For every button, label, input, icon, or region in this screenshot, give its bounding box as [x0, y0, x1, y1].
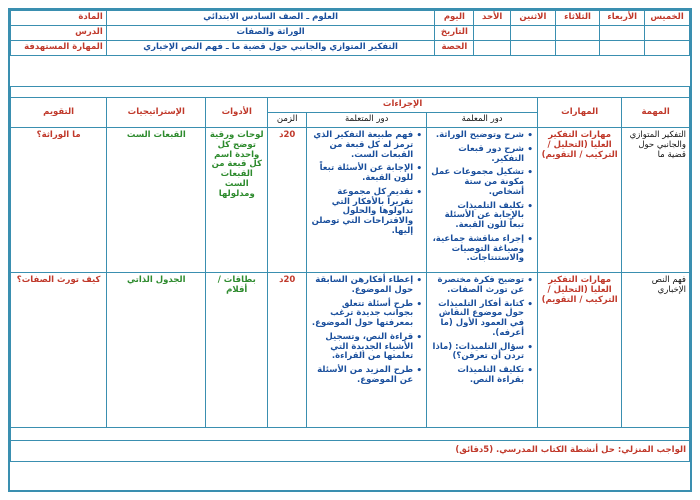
- homework: الواجب المنزلي: حل أنشطة الكتاب المدرسي. (5دقائق): [11, 441, 690, 462]
- col-time: الزمن: [268, 113, 307, 128]
- skill-value: التفكير المتوازي والجانبي حول قضية ما ـ فهم النص الإخباري: [106, 41, 435, 56]
- student-step: • قراءة النص، وتسجيل الأشياء الجديدة التي تعلمتها من القراءة.: [310, 333, 413, 362]
- lesson-value: الوراثة والصفات: [106, 26, 435, 41]
- day-thursday: الخميس: [645, 11, 690, 26]
- day-label: اليوم: [435, 11, 474, 26]
- col-task: المهمة: [622, 98, 690, 128]
- skill-label: المهارة المستهدفة: [11, 41, 107, 56]
- date-label: التاريخ: [435, 26, 474, 41]
- teacher-step: • شرح وتوضيح الوراثة.: [430, 131, 524, 141]
- plan-row: [11, 273, 690, 428]
- teacher-step: • سؤال التلميذات: (ماذا تردن أن تعرفن؟): [430, 343, 524, 363]
- day-sunday: الأحد: [474, 11, 511, 26]
- teacher-step: • إجراء مناقشة جماعية، وصياغة التوصيات والاستنتاجات.: [430, 235, 524, 264]
- col-student-role: دور المتعلمة: [307, 113, 427, 128]
- col-evaluation: التقويم: [11, 98, 107, 128]
- teacher-step: • شرح دور قبعات التفكير.: [430, 145, 524, 165]
- col-skills: المهارات: [538, 98, 622, 128]
- col-procedures: الإجراءات: [268, 98, 538, 113]
- time-cell: 20د: [268, 128, 307, 273]
- subject-value: العلوم ـ الصف السادس الابتدائي: [106, 11, 435, 26]
- student-role-cell: [307, 128, 427, 273]
- strategy-cell: الجدول الذاتي: [107, 273, 206, 428]
- time-cell: 20د: [268, 273, 307, 428]
- student-step: • الإجابة عن الأسئلة تبعاً للون القبعة.: [310, 164, 413, 184]
- teacher-step: • تكليف التلميذات بقراءة النص.: [430, 366, 524, 386]
- plan-row: [11, 128, 690, 273]
- col-tools: الأدوات: [206, 98, 268, 128]
- main-table: [10, 86, 690, 462]
- student-step: • طرح المزيد من الأسئلة عن الموضوع.: [310, 366, 413, 386]
- skills-cell: مهارات التفكير العليا (التحليل / التركيب / التقويم): [538, 273, 622, 428]
- student-role-cell: [307, 273, 427, 428]
- task-cell: التفكير المتوازي والجانبي حول قضية ما: [622, 128, 690, 273]
- subject-label: المادة: [11, 11, 107, 26]
- teacher-role-cell: [427, 128, 538, 273]
- evaluation-cell: ما الوراثة؟: [11, 128, 107, 273]
- col-strategies: الإستراتيجيات: [107, 98, 206, 128]
- evaluation-cell: كيف تورث الصفات؟: [11, 273, 107, 428]
- student-step: • فهم طبيعة التفكير الذي ترمز له كل قبعة من القبعات الست.: [310, 131, 413, 160]
- day-tuesday: الثلاثاء: [555, 11, 600, 26]
- day-monday: الاثنين: [511, 11, 556, 26]
- teacher-step: • توضيح فكرة مختصرة عن تورث الصفات.: [430, 276, 524, 296]
- teacher-role-cell: [427, 273, 538, 428]
- student-step: • طرح أسئلة تتعلق بجوانب جديدة ترغب بمعرفتها حول الموضوع.: [310, 300, 413, 329]
- skills-cell: مهارات التفكير العليا (التحليل / التركيب / التقويم): [538, 128, 622, 273]
- tools-cell: لوحات ورقية توضح كل واحدة اسم كل قبعة من القبعات الست ومدلولها: [206, 128, 268, 273]
- student-step: • تقديم كل مجموعة تقريراً بالأفكار التي تداولوها والحلول والاقتراحات التي توصلن إليها.: [310, 188, 413, 237]
- teacher-step: • كتابة أفكار التلميذات حول موضوع النقاش في العمود الأول (ما أعرفه).: [430, 300, 524, 339]
- task-cell: فهم النص الإخباري: [622, 273, 690, 428]
- lesson-label: الدرس: [11, 26, 107, 41]
- teacher-step: • تكليف التلميذات بالإجابة عن الأسئلة تبعاً للون القبعة.: [430, 202, 524, 231]
- period-label: الحصة: [435, 41, 474, 56]
- col-teacher-role: دور المعلمة: [427, 113, 538, 128]
- student-step: • إعطاء أفكارهن السابقة حول الموضوع.: [310, 276, 413, 296]
- day-wednesday: الأربعاء: [600, 11, 645, 26]
- header-table: [10, 10, 690, 56]
- teacher-step: • تشكيل مجموعات عمل مكونة من ستة أشخاص.: [430, 168, 524, 197]
- tools-cell: بطاقات / أقلام: [206, 273, 268, 428]
- strategy-cell: القبعات الست: [107, 128, 206, 273]
